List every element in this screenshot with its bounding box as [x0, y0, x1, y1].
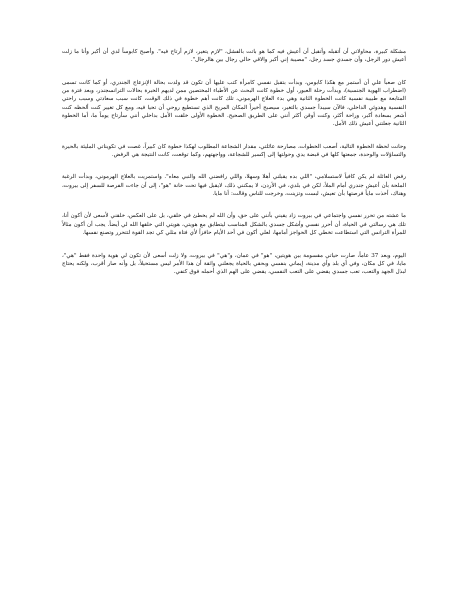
- paragraph-1: مشكلة كبيرة، محاولاتي أن أتقبله وأتقبل أن أعيش فيه كما هو باتت بالفشل، "لازم يتغير، لازم أرتاح فيه". وأصبح كابوساً لدي أن أكبر وأنا ما زلت أعيش دور الرجل، وأن جسدي جسد رجل، "مصيبة إني أكبر والاقي حالي رجال بين هالرجال".: [62, 49, 406, 64]
- paragraph-3: وحانت لحظة الخطوة التالية، أصعب الخطوات، مصارحة عائلتي، مقدار الشجاعة المطلوب لهكذا خطوة كان كبيراً، غصت في تكويناتي المليئة بالحيرة والتساؤلات والوحدة، جمعتها كلها في قبضة يدي وحولتها إلى إكسير للشجاعة، وواجهتهم، وكما توقعت، كانت النتيجة هي الرفض.: [62, 143, 406, 159]
- paragraph-4: رفض العائلة لم يكن كافياً لاستسلامي، "اللي بده يقبلني أهلا وسهلا، واللي رافضني الله والنبي معاه". واستمريت بالعلاج الهرموني، وبدأت الرغبة الملحة بأن أعيش جندري أمام الملأ، لكن في بلدي، في الأردن، لا يمكنني ذلك، لايقبل فيها تحت خانة "هو"، إلى أن جاءت الفرصة للسفر إلى بيروت، وهناك، أخذت ماياً فرصتها بأن تعيش، لبست وتزينت، وخرجت للناس وقالت: أنا مايا.: [62, 174, 406, 198]
- paragraph-2: كان صعباً علي أن أستمر مع هكذا كابوس، وبدأت بتقبل نفسي كامرأة كتب عليها أن تكون قد ولدت بحالة الإنزعاج الجندري، أو كما كانت تسمى (اضطراب الهوية الجنسية)، وبدأت رحلة العبور، أول خطوة كانت البحث عن الأطباء المختصين ممن لديهم الخبرة بحالات الترانسجندر، وبعد فترة من المتابعة مع طبيبة نفسية كانت الخطوة الثانية وهي بدء العلاج الهرموني، تلك كانت أهم خطوة في ذلك الوقت، كانت سبب سعادتي وسبب راحتي النفسية وهدوئي الداخلي، فالآن سيبدأ جسدي بالتغير، سيصبح أخيراً المكان المريح الذي تستطيع روحي أن تحيا فيه، ومع كل تغيير كنت ألحظه كنت أشعر بسعادة أكبر، وراحة أكثر، وكنت أوقن أكثر أنني على الطريق الصحيح. الخطوة الأولى خلقت الأمل بداخلي أنني سأرتاح يوماً ما، أما الخطوة الثانية جعلتني أعيش ذلك الأمل.: [62, 79, 406, 128]
- paragraph-5: ما عشته من تحرر نفسي واجتماعي في بيروت زاد يقيني بأنني على حق، وأن الله لم يخطئ في خلقي، بل على العكس، خلقني لأسعى لأن أكون أنا، تلك هي رسالتي في الحياة، أن أحرر نفسي وأشكل جسدي بالشكل المناسب ليتطابق مع هويتي، هويتي التي خلقها الله لي أيضاً. يجب أن أكون مثالاً للمرأة الترانس التي استطاعت تخطي كل الحواجز أمامها، لعلي أكون في أحد الأيام حافزاً لأي فتاة مثلي كي تجد القوة لتتحرر وتصنع نفسها.: [62, 213, 406, 237]
- document-page: [62, 48, 406, 291]
- paragraph-6: اليوم، وبعد 37 عاماً، صارت حياتي مقسومة بين هويتين، "هو" في عمان، و"هي" في بيروت، ولا زلت أسعى لأن تكون لي هوية واحدة فقط "هي"، مايا، في كل مكان، وفي أي بلد وأي مدينة، إيماني بنفسي وبحقي بالحياة يجعلني واثقة أن هذا الأمر ليس مستحيلاً، بل وأنه صار أقرب، ولكنه يحتاج لبذل الجهد والتعب، تعب جسدي يقضي على التعب النفسي، يقضي على الهم الذي أحمله فوق كتفي.: [62, 252, 406, 276]
